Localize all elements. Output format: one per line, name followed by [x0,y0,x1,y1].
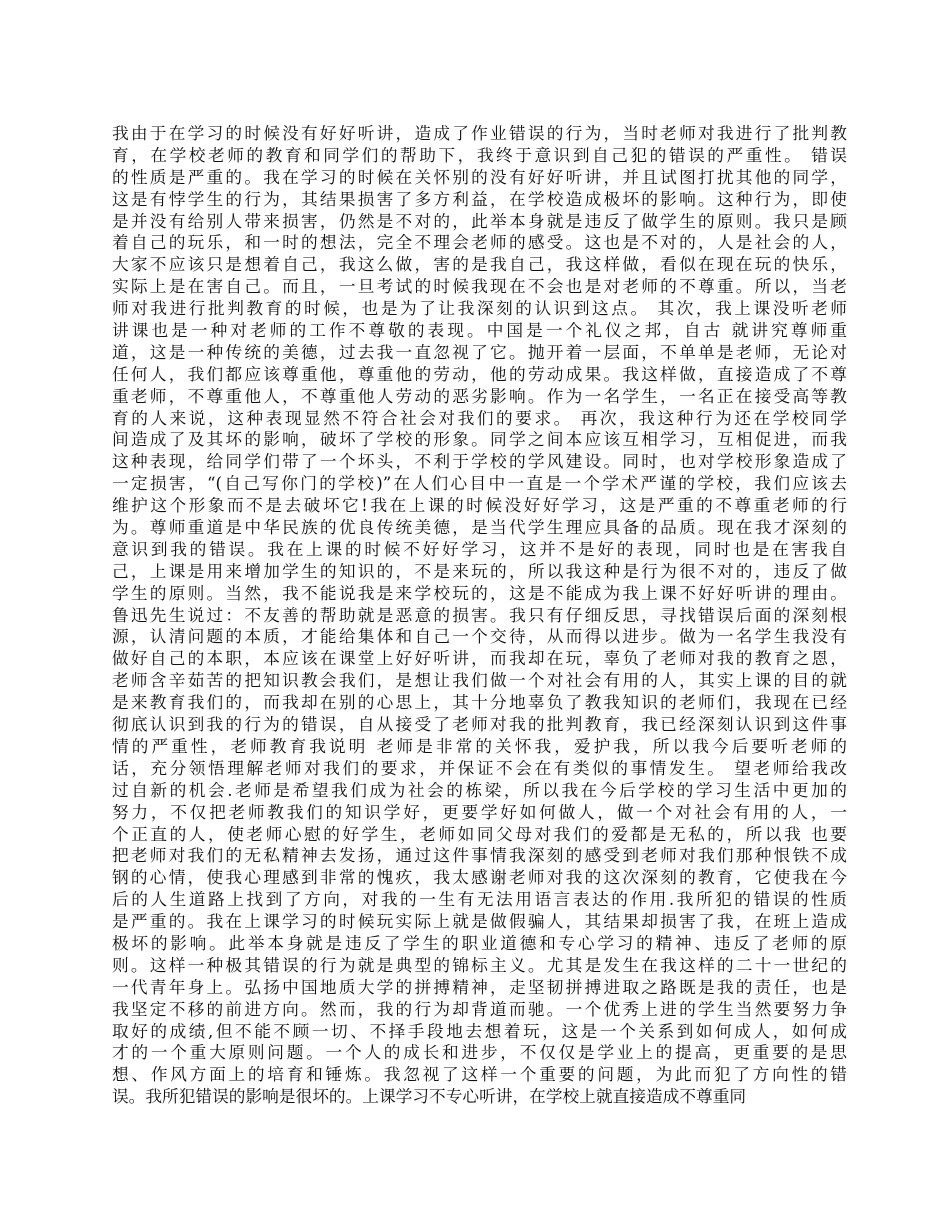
text-line: 意识到我的错误。我在上课的时候不好好学习，这并不是好的表现，同时也是在害我自 [112,538,847,559]
text-line: 一代青年身上。弘扬中国地质大学的拼搏精神，走坚韧拼搏进取之路既是我的责任，也是 [112,976,847,997]
text-line: 想、作风方面上的培育和锤炼。我忽视了这样一个重要的问题，为此而犯了方向性的错 [112,1064,847,1085]
text-line: 做好自己的本职，本应该在课堂上好好听讲，而我却在玩，辜负了老师对我的教育之恩， [112,648,847,669]
text-line: 过自新的机会.老师是希望我们成为社会的栋梁，所以我在今后学校的学习生活中更加的 [112,779,847,800]
text-line: 讲课也是一种对老师的工作不尊敬的表现。中国是一个礼仪之邦，自古 就讲究尊师重 [112,320,847,341]
text-line: 我由于在学习的时候没有好好听讲，造成了作业错误的行为，当时老师对我进行了批判教 [112,123,847,143]
text-line: 我坚定不移的前进方向。然而，我的行为却背道而驰。一个优秀上进的学生当然要努力争 [112,998,847,1019]
text-line: 任何人，我们都应该尊重他，尊重他的劳动，他的劳动成果。我这样做，直接造成了不尊 [112,363,847,384]
text-line: 钢的心情，使我心理感到非常的愧疚，我太感谢老师对我的这次深刻的教育，它使我在今 [112,867,847,888]
text-line: 学生的原则。当然，我不能说我是来学校玩的，这是不能成为我上课不好好听讲的理由。 [112,582,847,603]
text-line: 才的一个重大原则问题。一个人的成长和进步，不仅仅是学业上的提高，更重要的是思 [112,1042,847,1063]
text-line: 后的人生道路上找到了方向，对我的一生有无法用语言表达的作用.我所犯的错误的性质 [112,889,847,910]
text-line: 取好的成绩,但不能不顾一切、不择手段地去想着玩，这是一个关系到如何成人，如何成 [112,1020,847,1041]
text-line: 鲁迅先生说过：不友善的帮助就是恶意的损害。我只有仔细反思，寻找错误后面的深刻根 [112,604,847,625]
text-line: 努力，不仅把老师教我们的知识学好，更要学好如何做人，做一个对社会有用的人，一 [112,801,847,822]
text-line: 间造成了及其坏的影响，破坏了学校的形象。同学之间本应该互相学习，互相促进，而我 [112,429,847,450]
text-line: 话，充分领悟理解老师对我们的要求，并保证不会在有类似的事情发生。 望老师给我改 [112,757,847,778]
text-line: 维护这个形象而不是去破坏它!我在上课的时候没好好学习，这是严重的不尊重老师的行 [112,495,847,516]
text-line: 情的严重性，老师教育我说明 老师是非常的关怀我，爱护我，所以我今后要听老师的 [112,735,847,756]
text-line: 己，上课是用来增加学生的知识的，不是来玩的，所以我这种是行为很不对的，违反了做 [112,560,847,581]
text-line: 师对我进行批判教育的时候，也是为了让我深刻的认识到这点。 其次，我上课没听老师 [112,298,847,319]
text-line: 一定损害，“(自己写你门的学校)”在人们心目中一直是一个学术严谨的学校，我们应该去 [112,473,847,494]
text-line: 道，这是一种传统的美德，过去我一直忽视了它。抛开着一层面，不单单是老师，无论对 [112,341,847,362]
text-line: 实际上是在害自己。而且，一旦考试的时候我现在不会也是对老师的不尊重。所以，当老 [112,276,847,297]
text-line: 彻底认识到我的行为的错误，自从接受了老师对我的批判教育，我已经深刻认识到这件事 [112,714,847,735]
text-line: 这种表现，给同学们带了一个坏头，不利于学校的学风建设。同时，也对学校形象造成了 [112,451,847,472]
text-line: 个正直的人，使老师心慰的好学生，老师如同父母对我们的爱都是无私的，所以我 也要 [112,823,847,844]
text-line: 极坏的影响。此举本身就是违反了学生的职业道德和专心学习的精神、违反了老师的原 [112,932,847,953]
text-line: 误。我所犯错误的影响是很坏的。上课学习不专心听讲，在学校上就直接造成不尊重同 [112,1086,747,1107]
text-line: 育，在学校老师的教育和同学们的帮助下，我终于意识到自己犯的错误的严重性。 错误 [112,144,847,165]
text-line: 是并没有给别人带来损害，仍然是不对的，此举本身就是违反了做学生的原则。我只是顾 [112,210,847,231]
text-line: 着自己的玩乐，和一时的想法，完全不理会老师的感受。这也是不对的，人是社会的人， [112,232,847,253]
text-line: 大家不应该只是想着自己，我这么做，害的是我自己，我这样做，看似在现在玩的快乐， [112,254,847,275]
text-line: 为。尊师重道是中华民族的优良传统美德，是当代学生理应具备的品质。现在我才深刻的 [112,517,847,538]
text-line: 的性质是严重的。我在学习的时候在关怀别的没有好好听讲，并且试图打扰其他的同学， [112,166,847,187]
text-line: 把老师对我们的无私精神去发扬，通过这件事情我深刻的感受到老师对我们那种恨铁不成 [112,845,847,866]
text-line: 这是有悖学生的行为，其结果损害了多方利益，在学校造成极坏的影响。这种行为，即使 [112,188,847,209]
text-line: 育的人来说，这种表现显然不符合社会对我们的要求。 再次，我这种行为还在学校同学 [112,407,847,428]
text-line: 则。这样一种极其错误的行为就是典型的锦标主义。尤其是发生在我这样的二十一世纪的 [112,954,847,975]
text-line: 是严重的。我在上课学习的时候玩实际上就是做假骗人，其结果却损害了我，在班上造成 [112,911,847,932]
body-paragraph [112,123,847,1108]
text-line: 老师含辛茹苦的把知识教会我们，是想让我们做一个对社会有用的人，其实上课的目的就 [112,670,847,691]
text-line: 是来教育我们的，而我却在别的心思上，其十分地辜负了教我知识的老师们，我现在已经 [112,692,847,713]
text-line: 重老师，不尊重他人，不尊重他人劳动的恶劣影响。作为一名学生，一名正在接受高等教 [112,385,847,406]
text-line: 源，认清问题的本质，才能给集体和自己一个交待，从而得以进步。做为一名学生我没有 [112,626,847,647]
